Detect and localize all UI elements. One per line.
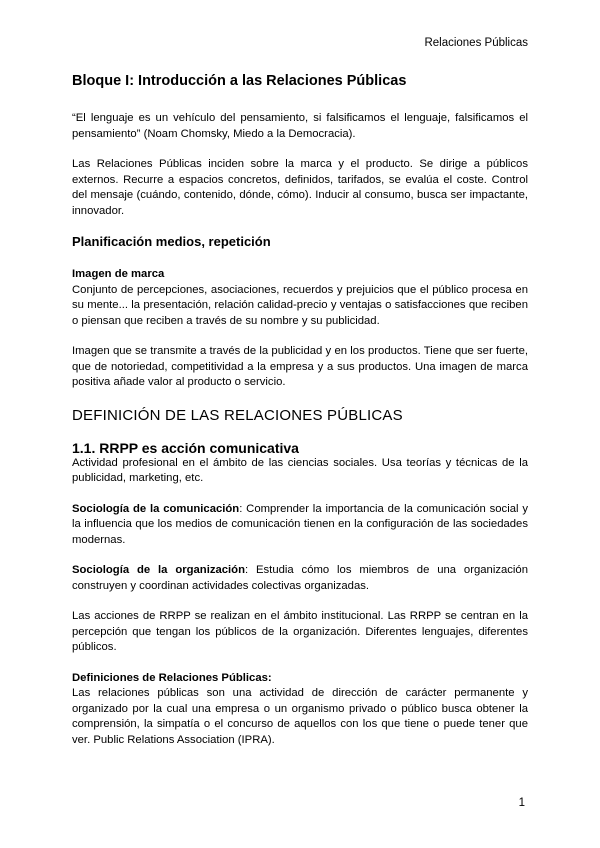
soc-organizacion-text: : Estudia cómo los miembros de una organización construyen y coordinan actividades colectivas organizadas. <box>72 564 528 592</box>
imagen-marca-paragraph-2: Imagen que se transmite a través de la publicidad y en los productos. Tiene que ser fuerte, que de notoriedad, competitividad a la empresa y a sus productos. Una imagen de marca positiva añade valor al producto o servicio. <box>72 345 528 388</box>
soc-comunicacion-label: Sociología de la comunicación <box>72 502 240 515</box>
intro-paragraph: Las Relaciones Públicas inciden sobre la marca y el producto. Se dirige a públicos externos. Recurre a espacios concretos, definidos, tarifados, se evalúa el coste. Control del mensaje (cuándo, contenido, dónde, cómo). Inducir al consumo, busca ser impactante, innovador. <box>72 158 528 217</box>
imagen-marca-title: Imagen de marca <box>72 268 165 280</box>
planificacion-title: Planificación medios, repetición <box>72 234 271 249</box>
imagen-marca-paragraph: Conjunto de percepciones, asociaciones, recuerdos y prejuicios que el público procesa en su mente... la presentación, relación calidad-precio y ventajas o satisfacciones que reciben o piensan que reciben a través de su nombre y su publicidad. <box>72 283 528 327</box>
section-paragraph: Actividad profesional en el ámbito de las ciencias sociales. Usa teorías y técnicas de la publicidad, marketing, etc. <box>72 456 528 484</box>
page-number: 1 <box>518 797 525 809</box>
quote-paragraph: “El lenguaje es un vehículo del pensamiento, si falsificamos el lenguaje, falsificamos el pensamiento” (Noam Chomsky, Miedo a la Democracia). <box>72 112 528 140</box>
page-content <box>72 73 528 748</box>
soc-organizacion-paragraph <box>72 563 528 594</box>
definiciones-title: Definiciones de Relaciones Públicas: <box>72 671 272 684</box>
section-title: 1.1. RRPP es acción comunicativa <box>72 439 299 456</box>
bloque-title: Bloque I: Introducción a las Relaciones Públicas <box>72 73 407 89</box>
rrpp-paragraph: Las acciones de RRPP se realizan en el ámbito institucional. Las RRPP se centran en la percepción que tengan los públicos de la organización. Diferentes lenguajes, diferentes públicos. <box>72 610 528 653</box>
soc-organizacion-label: Sociología de la organización <box>72 564 245 576</box>
definicion-title: DEFINICIÓN DE LAS RELACIONES PÚBLICAS <box>72 406 403 424</box>
soc-comunicacion-text: : Comprender la importancia de la comunicación social y la influencia que los medios de comunicación tienen en la configuración de las sociedades modernas. <box>72 502 528 546</box>
soc-comunicacion-paragraph <box>72 502 528 549</box>
page-header: Relaciones Públicas <box>424 37 528 49</box>
definiciones-paragraph: Las relaciones públicas son una actividad de dirección de carácter permanente y organizado por la cual una empresa o un organismo privado o público busca obtener la comprensión, la simpatía o el concurso de aquellos con los que tiene o puede tener que ver. Public Relations Association (IPRA). <box>72 687 528 746</box>
